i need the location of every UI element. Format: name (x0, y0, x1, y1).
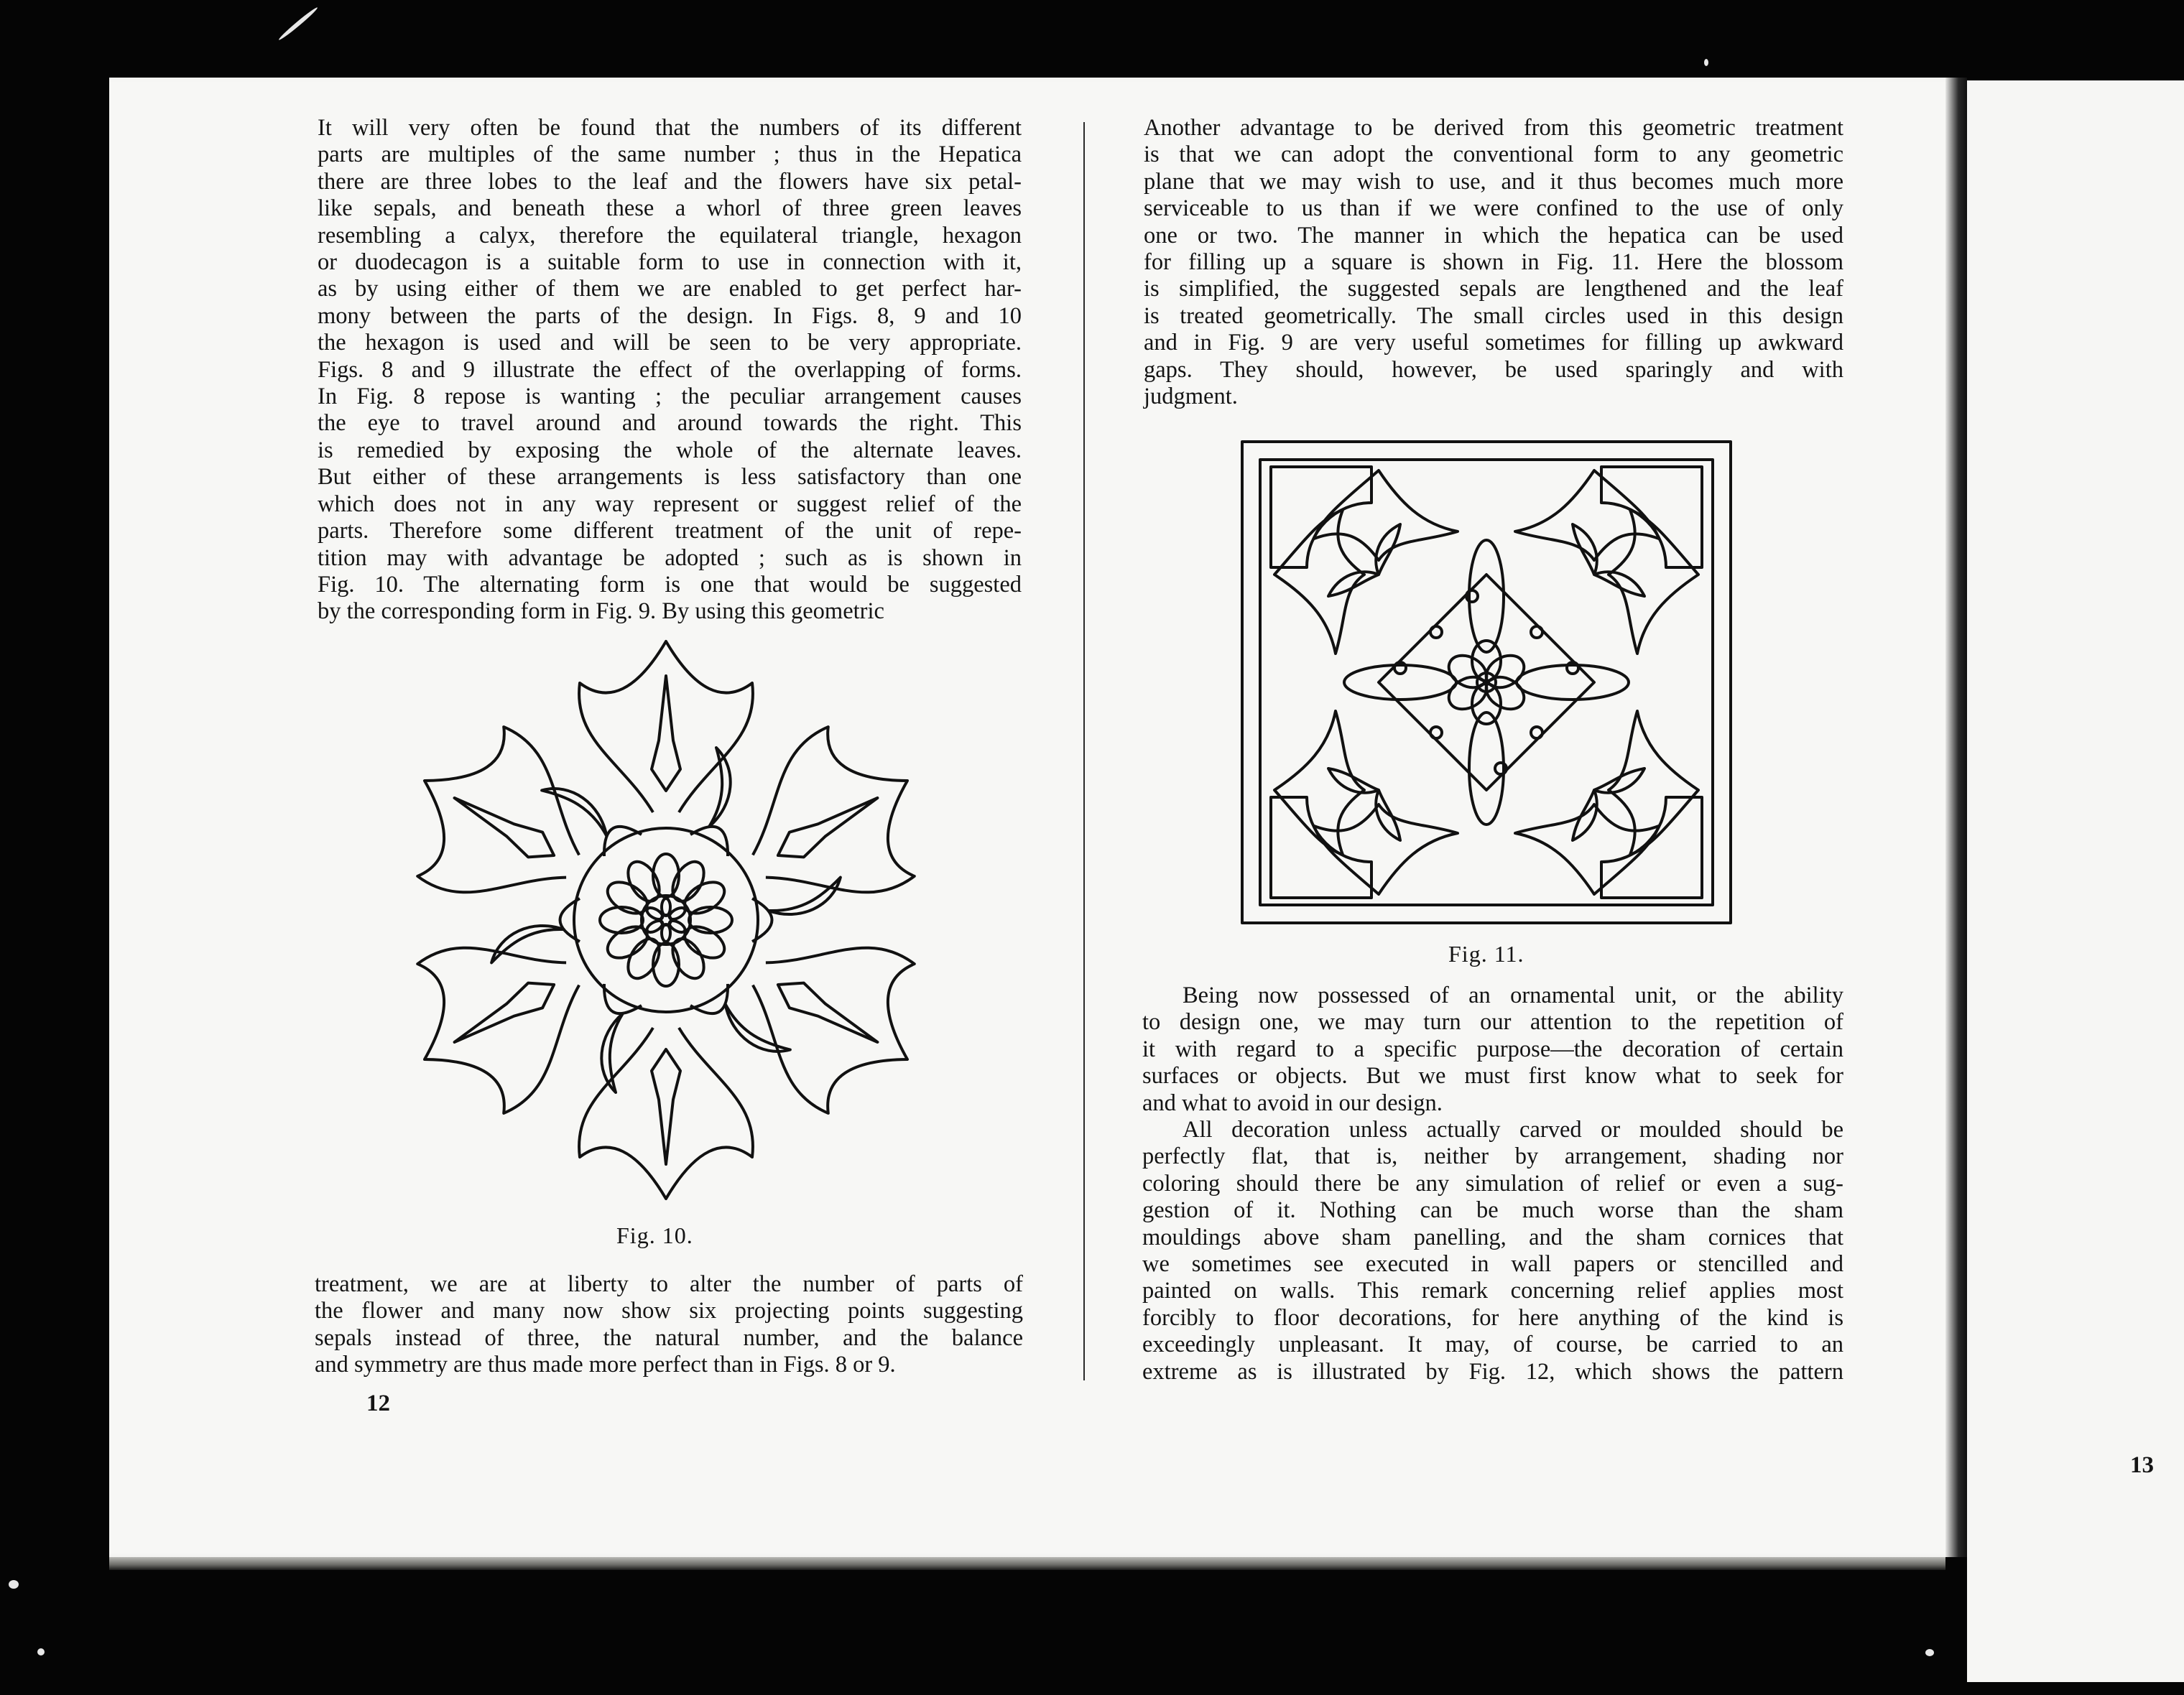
ornament-curl (484, 911, 563, 969)
ornament-sepal (560, 898, 580, 942)
figure-10-caption: Fig. 10. (616, 1222, 693, 1248)
ornament-ring (574, 828, 758, 1012)
left-page-paragraph-bottom (315, 1271, 1023, 1379)
small-circle (1531, 626, 1542, 638)
text-line: mony between the parts of the design. In Figs. 8, 9 and 10 (318, 302, 1022, 329)
figure-11-square-ornament (1239, 438, 1734, 927)
ornament-leaf-vein (771, 972, 885, 1055)
text-line: as by using either of them we are enabled to get perfect har- (318, 276, 1022, 302)
text-line: treatment, we are at liberty to alter the number of parts of (315, 1271, 1023, 1297)
ornament-leaf-vein (448, 786, 562, 868)
text-line: exceedingly unpleasant. It may, of course, be carried to an (1142, 1332, 1843, 1358)
text-line: forcibly to floor decorations, for here anything of the kind is (1142, 1304, 1843, 1331)
sepal-petal (1469, 540, 1504, 652)
rosette-petal (666, 856, 710, 906)
ornament-curl (715, 1004, 794, 1062)
rosette-center-ring (642, 896, 690, 944)
ornament-curl (538, 778, 617, 836)
text-line: it with regard to a specific purpose—the decoration of certain (1142, 1036, 1843, 1062)
rosette-petal (680, 876, 730, 919)
next-page-edge (1967, 80, 2184, 1682)
rosette-inner-petal (662, 898, 670, 916)
text-line: for filling up a square is shown in Fig. 11. Here the blossom (1144, 249, 1843, 276)
text-line: there are three lobes to the leaf and the flowers have six petal- (318, 168, 1022, 195)
text-line: is simplified, the suggested sepals are lengthened and the leaf (1144, 276, 1843, 302)
text-line: gaps. They should, however, be used sparingly and with (1144, 356, 1843, 383)
scan-speck (9, 1580, 19, 1589)
ornament-curl (769, 871, 848, 929)
gutter-rule (1083, 122, 1085, 1380)
text-line: mouldings above sham panelling, and the sham cornices that (1142, 1224, 1843, 1250)
text-line: coloring should there be any simulation of relief or even a sug- (1142, 1170, 1843, 1197)
text-line: painted on walls. This remark concerning relief applies most (1142, 1278, 1843, 1304)
text-line: by the corresponding form in Fig. 9. By using this geometric (318, 598, 884, 625)
text-line: Another advantage to be derived from this geometric treatment (1144, 115, 1843, 141)
text-line: or duodecagon is a suitable form to use in connection with it, (318, 249, 1022, 276)
leaf-lobe (1609, 711, 1698, 855)
ornament-leaf-vein (771, 786, 885, 868)
page-number-left: 12 (366, 1390, 390, 1416)
text-line: the eye to travel around and around towards the right. This (318, 410, 1022, 437)
leaf-lobe (1609, 510, 1698, 654)
corner-leaf (1601, 797, 1702, 898)
rosette-petal (666, 934, 710, 984)
text-line: the flower and many now show six projecting points suggesting (315, 1298, 1023, 1324)
page-number-right: 13 (2130, 1452, 2154, 1478)
sepal-petal (1469, 712, 1504, 825)
text-line: sepals instead of three, the natural number, and the balance (315, 1324, 1023, 1351)
page-binding-shadow (1945, 78, 1967, 1557)
leaf-lobe (1314, 470, 1458, 560)
text-line: plane that we may wish to use, and it thus becomes much more (1144, 168, 1843, 195)
text-line: and symmetry are thus made more perfect than in Figs. 8 or 9. (315, 1352, 896, 1378)
leaf-lobe (1515, 804, 1659, 894)
text-line: perfectly flat, that is, neither by arrangement, shading nor (1142, 1143, 1843, 1170)
scan-speck (37, 1648, 45, 1655)
text-line: But either of these arrangements is less satisfactory than one (318, 464, 1022, 491)
text-line: is that we can adopt the conventional form to any geometric (1144, 141, 1843, 168)
rosette-petal (680, 920, 730, 964)
scan-speck (1925, 1649, 1934, 1656)
text-line: like sepals, and beneath these a whorl of three green leaves (318, 195, 1022, 222)
corner-leaf (1601, 467, 1702, 567)
corner-leaf (1271, 467, 1371, 567)
text-line: extreme as is illustrated by Fig. 12, which shows the pattern (1142, 1358, 1843, 1385)
square-hepatica-ornament-drawing (1239, 438, 1734, 927)
text-line: It will very often be found that the numbers of its different (318, 115, 1022, 141)
text-line: serviceable to us than if we were confined to the use of only (1144, 195, 1843, 222)
left-page-paragraph-top (318, 115, 1022, 626)
leaf-lobe (1274, 510, 1364, 654)
text-line: the hexagon is used and will be seen to be very appropriate. (318, 330, 1022, 356)
rosette-inner-petal (662, 924, 670, 942)
ornament-leaf (579, 641, 753, 812)
text-line: parts are multiples of the same number ; thus in the Hepatica (318, 141, 1022, 168)
text-line: In Fig. 8 repose is wanting ; the peculiar arrangement causes (318, 384, 1022, 410)
scan-speck (277, 6, 318, 42)
rosette-petal (602, 876, 652, 919)
ornament-sepal (752, 898, 772, 942)
text-line: surfaces or objects. But we must first know what to seek for (1142, 1063, 1843, 1090)
text-line: we sometimes see executed in wall papers or stencilled and (1142, 1251, 1843, 1278)
rosette-petal (602, 920, 652, 964)
ornament-leaf-vein (448, 972, 562, 1055)
rosette-petal (600, 907, 643, 933)
corner-leaf (1271, 797, 1371, 898)
text-line: and what to avoid in our design. (1142, 1090, 1443, 1116)
text-line: Figs. 8 and 9 illustrate the effect of the overlapping of forms. (318, 356, 1022, 383)
text-line: Fig. 10. The alternating form is one that would be suggested (318, 571, 1022, 598)
right-page-paragraph-top (1144, 115, 1843, 410)
text-line: Being now possessed of an ornamental unit, or the ability (1183, 983, 1843, 1008)
ornament-curl (601, 1013, 623, 1092)
text-line: one or two. The manner in which the hepatica can be used (1144, 222, 1843, 249)
page-bottom-edge (109, 1557, 1945, 1570)
small-circle (1430, 727, 1442, 738)
text-line: tition may with advantage be adopted ; such as is shown in (318, 544, 1022, 571)
text-line: resembling a calyx, therefore the equilateral triangle, hexagon (318, 222, 1022, 249)
ornament-sepal (690, 984, 738, 1023)
leaf-lobe (1274, 711, 1364, 855)
sepal-petal (1517, 665, 1629, 700)
rosette-petal (621, 856, 665, 906)
text-line: gestion of it. Nothing can be much worse than the sham (1142, 1197, 1843, 1224)
figure-11-caption: Fig. 11. (1448, 941, 1524, 967)
text-line: All decoration unless actually carved or moulded should be (1183, 1117, 1843, 1143)
text-line: parts. Therefore some different treatment of the unit of repe- (318, 518, 1022, 544)
text-line: to design one, we may turn our attention to the repetition of (1142, 1009, 1843, 1036)
ornament-sepal (594, 817, 642, 856)
ornament-leaf-vein (652, 676, 680, 791)
rosette-petal (689, 907, 732, 933)
ornament-curl (709, 748, 731, 827)
ornament-leaf-vein (652, 1049, 680, 1164)
scan-speck (1704, 59, 1708, 66)
hexagonal-flower-ornament-drawing (411, 639, 921, 1201)
rosette-petal (653, 854, 679, 897)
small-circle (1531, 727, 1542, 738)
text-line: is remedied by exposing the whole of the alternate leaves. (318, 437, 1022, 463)
text-line: and in Fig. 9 are very useful sometimes for filling up awkward (1144, 330, 1843, 356)
ornament-leaf (579, 1028, 753, 1199)
figure-10-hexagonal-ornament (411, 639, 921, 1201)
right-page-paragraph-bottom (1142, 983, 1843, 1385)
sepal-petal (1344, 665, 1456, 700)
text-line: which does not in any way represent or suggest relief of the (318, 491, 1022, 517)
rosette-petal (653, 943, 679, 986)
text-line: judgment. (1144, 384, 1238, 410)
leaf-lobe (1314, 804, 1458, 894)
text-line: is treated geometrically. The small circles used in this design (1144, 302, 1843, 329)
small-circle (1430, 626, 1442, 638)
leaf-lobe (1515, 470, 1659, 560)
rosette-petal (621, 934, 665, 984)
